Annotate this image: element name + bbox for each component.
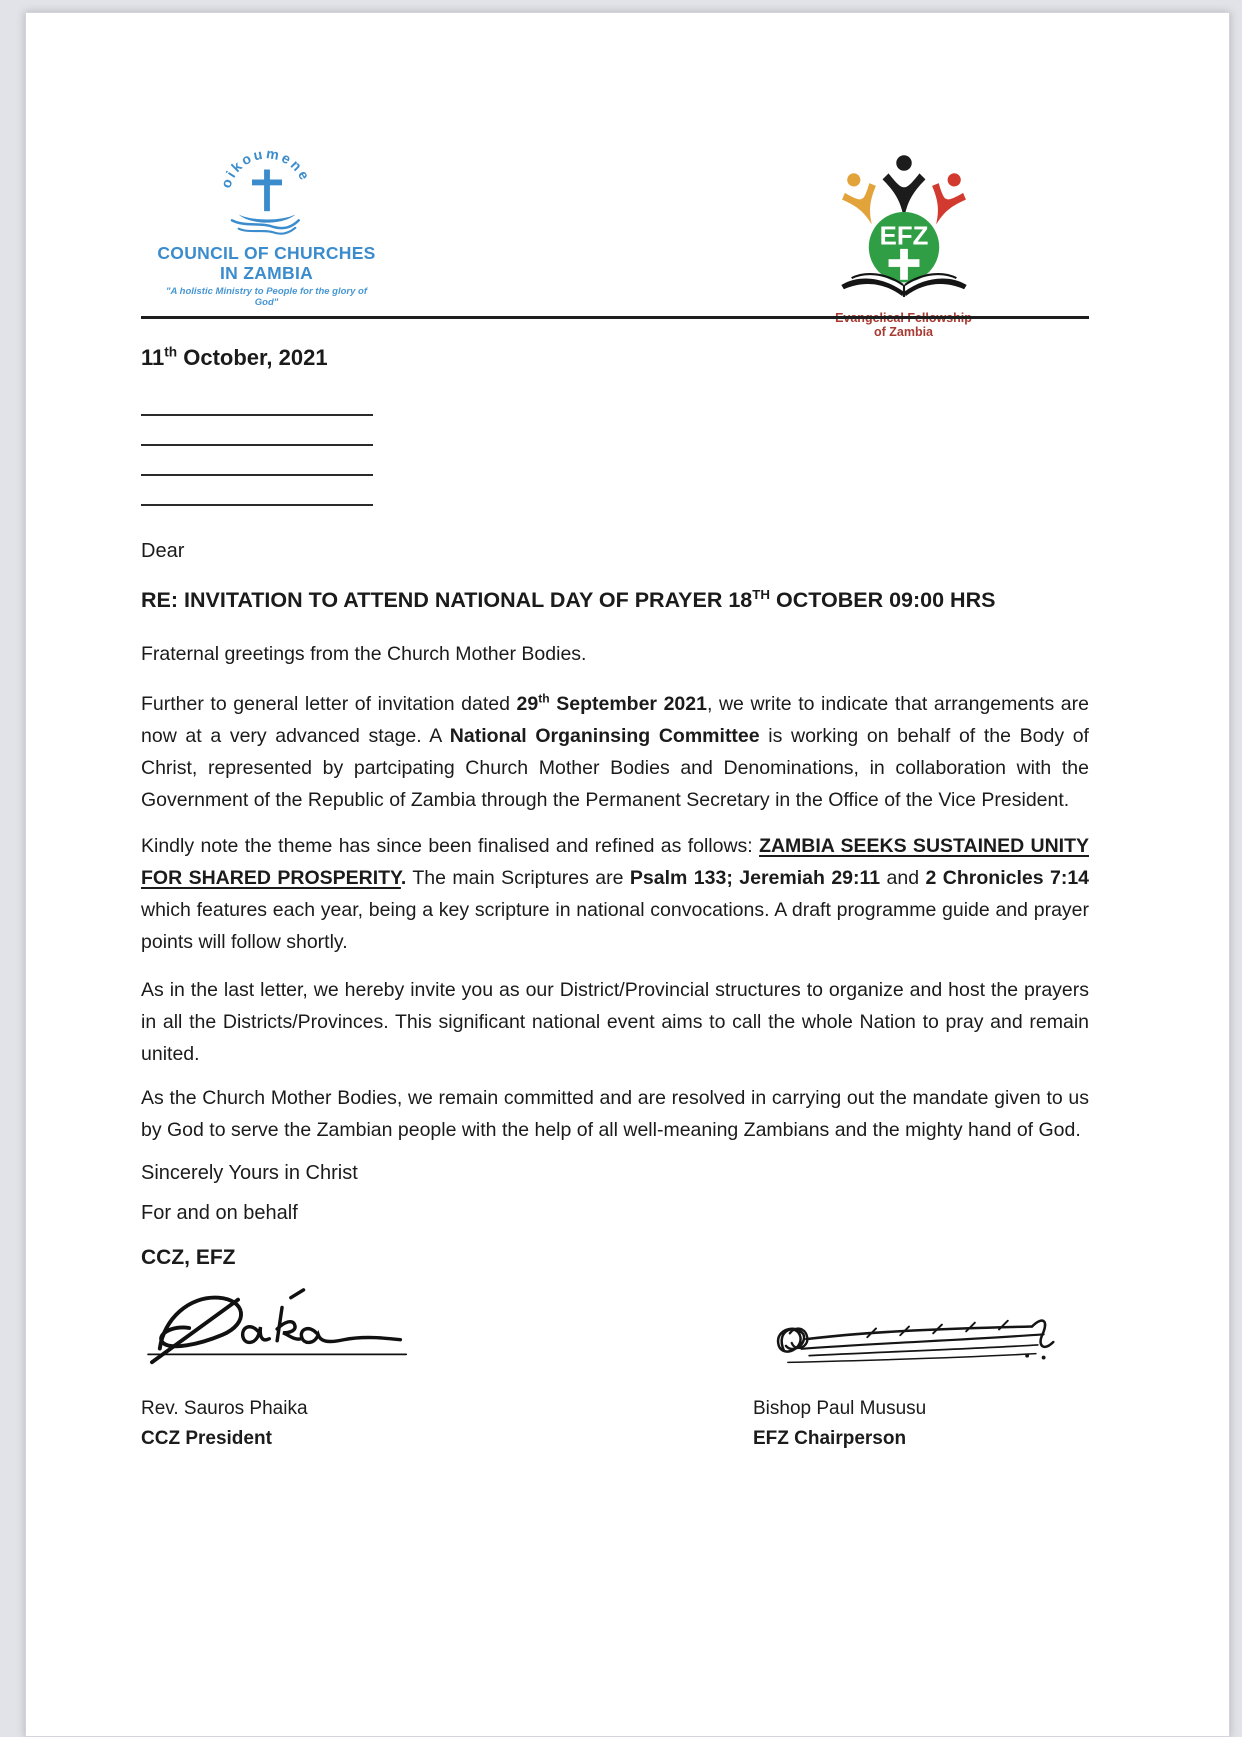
efz-caption-line2: of Zambia xyxy=(873,325,934,340)
closing-sincerely: Sincerely Yours in Christ xyxy=(141,1162,358,1184)
signatory-right-title: EFZ Chairperson xyxy=(753,1428,907,1449)
signatory-right xyxy=(753,1396,926,1452)
efz-emblem-icon xyxy=(821,151,986,309)
signatory-left-title: CCZ President xyxy=(141,1428,272,1449)
ccz-org-name-line2: IN ZAMBIA xyxy=(219,263,314,284)
efz-logo xyxy=(821,151,986,340)
salutation: Dear xyxy=(141,540,185,562)
ccz-logo xyxy=(154,141,379,308)
paragraph-arrangements: Further to general letter of invitation dated 29th September 2021, we write to indicate that arrangements are now at a very advanced stage. A National Organinsing Committee is working on behalf of the Body of Christ, represented by partcipating Church Mother Bodies and Denominations, in collaboration with the Government of the Republic of Zambia through the Permanent Secretary in the Office of the Vice President. xyxy=(141,691,1089,811)
paragraph-invitation: As in the last letter, we hereby invite you as our District/Provincial structures to organize and host the prayers in all the Districts/Provinces. This significant national event aims to call the whole Nation to pray and remain united. xyxy=(141,979,1089,1065)
signature-phaika-icon xyxy=(141,1355,426,1377)
signatories-names-row xyxy=(141,1396,1089,1452)
recipient-blank-line xyxy=(141,416,373,446)
svg-text:oikoumene: oikoumene xyxy=(217,146,313,191)
header-divider xyxy=(141,316,1089,319)
paragraph-theme: Kindly note the theme has since been finalised and refined as follows: ZAMBIA SEEKS SUSTAINED UNITY FOR SHARED PROSPERITY. The main Scriptures are Psalm 133; Jeremiah 29:11 and 2 Chronicles 7:14 which features each year, being a key scripture in national convocations. A draft programme guide and prayer points will follow shortly. xyxy=(141,835,1090,953)
closing-orgs: CCZ, EFZ xyxy=(141,1246,236,1269)
signature-efz-chairperson xyxy=(753,1284,1089,1386)
recipient-block xyxy=(141,386,1089,506)
paragraph-commitment: As the Church Mother Bodies, we remain committed and are resolved in carrying out the mandate given to us by God to serve the Zambian people with the help of all well-meaning Zambians and the mighty hand of God. xyxy=(141,1087,1089,1141)
svg-text:EFZ: EFZ xyxy=(879,222,928,251)
letter-body xyxy=(141,331,1089,1452)
letter-date: 11th October, 2021 xyxy=(141,344,328,370)
signature-mususu-icon xyxy=(753,1359,1063,1381)
signatory-right-name: Bishop Paul Mususu xyxy=(753,1398,927,1419)
ccz-tagline: "A holistic Ministry to People for the glory of God" xyxy=(165,286,368,309)
signature-ccz-president xyxy=(141,1284,753,1382)
recipient-blank-line xyxy=(141,446,373,476)
subject-line: RE: INVITATION TO ATTEND NATIONAL DAY OF PRAYER 18TH OCTOBER 09:00 HRS xyxy=(141,586,996,612)
efz-caption-line1: Evangelical Fellowship xyxy=(835,311,972,325)
closing-on-behalf: For and on behalf xyxy=(141,1202,298,1224)
paragraph-greeting: Fraternal greetings from the Church Mother Bodies. xyxy=(141,643,587,665)
letter-page xyxy=(25,12,1230,1737)
recipient-blank-line xyxy=(141,476,373,506)
signatory-left xyxy=(141,1396,753,1452)
signatory-left-name: Rev. Sauros Phaika xyxy=(141,1398,308,1419)
signatures-row xyxy=(141,1284,1089,1386)
recipient-blank-line xyxy=(141,386,373,416)
ccz-org-name-line1: COUNCIL OF CHURCHES xyxy=(157,243,376,263)
ccz-oikoumene-icon xyxy=(154,141,379,243)
